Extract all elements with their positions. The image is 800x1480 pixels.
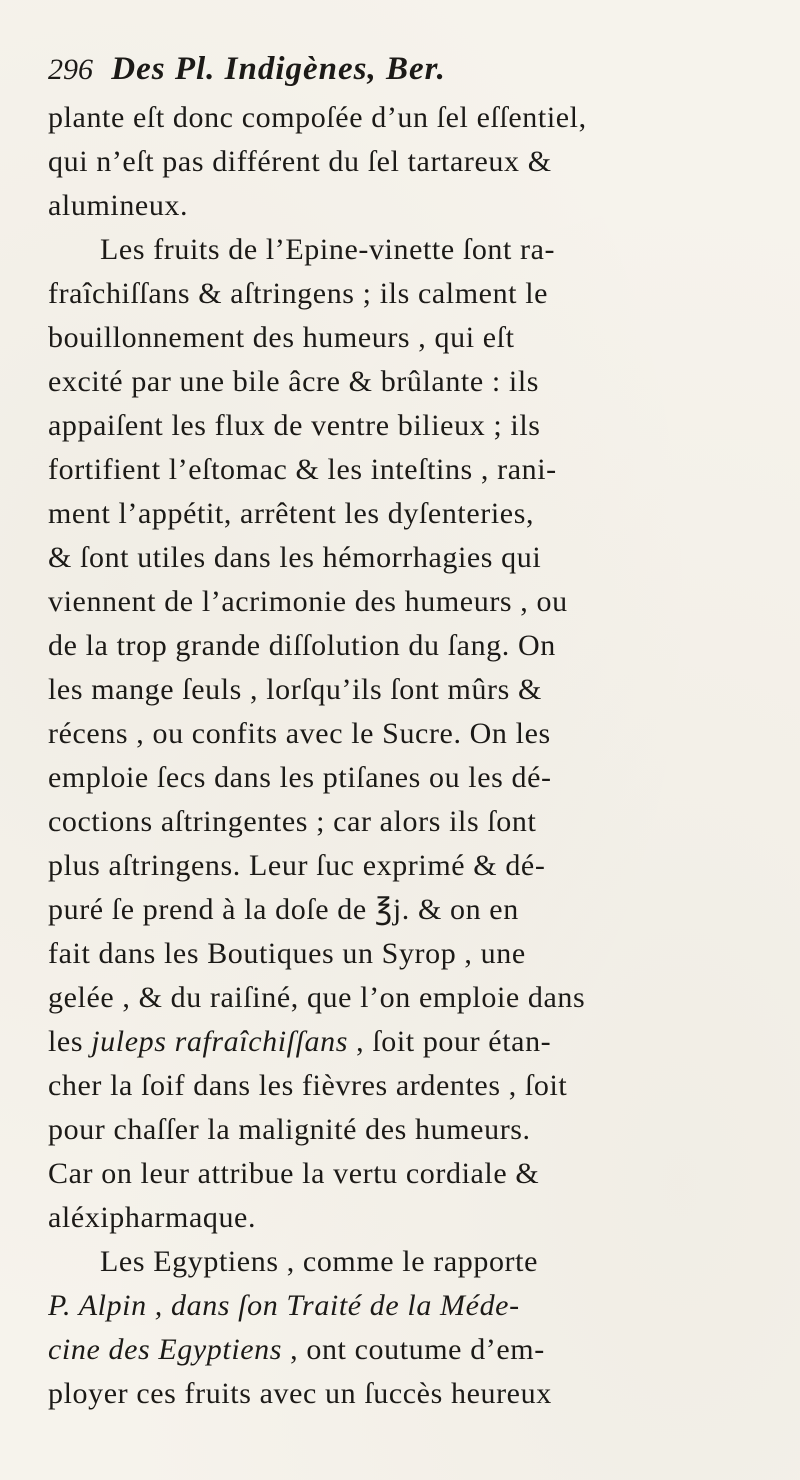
text-segment: bouillonnement des humeurs , qui eſt: [48, 321, 515, 354]
paragraph-start-line: [48, 228, 770, 272]
text-line: [48, 756, 770, 800]
text-segment: Les Egyptiens , comme le rapporte: [100, 1245, 538, 1278]
italic-term: juleps rafraîchiſſans: [91, 1025, 349, 1058]
text-segment: alumineux.: [48, 189, 189, 222]
text-line: [48, 184, 770, 228]
text-segment: plus aſtringens. Leur ſuc exprimé & dé-: [48, 849, 546, 882]
text-segment: fait dans les Boutiques un Syrop , une: [48, 937, 526, 970]
text-line: [48, 932, 770, 976]
text-segment: , ſoit pour étan-: [348, 1025, 552, 1058]
text-line: [48, 1196, 770, 1240]
text-line: [48, 1372, 770, 1416]
text-segment: plante eſt donc compoſée d’un ſel eſſentiel,: [48, 101, 587, 134]
text-line: [48, 492, 770, 536]
page-number: 296: [48, 53, 93, 86]
citation-text: P. Alpin , dans ſon Traité de la Méde-: [48, 1289, 520, 1322]
text-line: [48, 624, 770, 668]
text-segment: excité par une bile âcre & brûlante : ils: [48, 365, 540, 398]
text-line: [48, 976, 770, 1020]
text-line: [48, 888, 770, 932]
text-segment: récens , ou confits avec le Sucre. On les: [48, 717, 551, 750]
text-line: [48, 96, 770, 140]
text-segment: puré ſe prend à la doſe de ℥j. & on en: [48, 893, 519, 926]
text-line: [48, 536, 770, 580]
text-line: [48, 360, 770, 404]
text-line: [48, 140, 770, 184]
text-segment: fortifient l’eſtomac & les inteſtins , rani-: [48, 453, 557, 486]
text-segment: pour chaſſer la malignité des humeurs.: [48, 1113, 531, 1146]
text-line: [48, 1108, 770, 1152]
text-line: [48, 844, 770, 888]
text-line: [48, 668, 770, 712]
text-line: [48, 404, 770, 448]
paragraph-start-line: [48, 1240, 770, 1284]
text-line: [48, 1328, 770, 1372]
body-text: [48, 96, 770, 1416]
text-line: [48, 316, 770, 360]
text-line: [48, 1064, 770, 1108]
text-segment: les: [48, 1025, 92, 1058]
text-line: [48, 272, 770, 316]
citation-line: [48, 1284, 770, 1328]
text-line: [48, 712, 770, 756]
text-line: [48, 1152, 770, 1196]
text-segment: Car on leur attribue la vertu cordiale &: [48, 1157, 540, 1190]
text-segment: ment l’appétit, arrêtent les dyſenteries,: [48, 497, 535, 530]
text-segment: cher la ſoif dans les fièvres ardentes , ſoit: [48, 1069, 568, 1102]
text-segment: fraîchiſſans & aſtringens ; ils calment le: [48, 277, 549, 310]
text-line: [48, 800, 770, 844]
text-segment: viennent de l’acrimonie des humeurs , ou: [48, 585, 568, 618]
text-segment: Les fruits de l’Epine-vinette ſont ra-: [100, 233, 556, 266]
text-segment: qui n’eſt pas différent du ſel tartareux &: [48, 145, 552, 178]
running-head: [48, 44, 768, 94]
text-segment: ployer ces fruits avec un ſuccès heureux: [48, 1377, 552, 1410]
text-segment: les mange ſeuls , lorſqu’ils ſont mûrs &: [48, 673, 542, 706]
text-segment: appaiſent les flux de ventre bilieux ; ils: [48, 409, 541, 442]
text-line: [48, 1020, 770, 1064]
text-segment: aléxipharmaque.: [48, 1201, 257, 1234]
text-segment: , ont coutume d’em-: [282, 1333, 545, 1366]
text-segment: coctions aſtringentes ; car alors ils ſont: [48, 805, 537, 838]
text-segment: de la trop grande diſſolution du ſang. On: [48, 629, 556, 662]
text-segment: & ſont utiles dans les hémorrhagies qui: [48, 541, 542, 574]
text-segment: emploie ſecs dans les ptiſanes ou les dé-: [48, 761, 552, 794]
text-line: [48, 448, 770, 492]
text-segment: gelée , & du raiſiné, que l’on emploie dans: [48, 981, 586, 1014]
text-line: [48, 580, 770, 624]
citation-text: cine des Egyptiens: [48, 1333, 283, 1366]
running-title: Des Pl. Indigènes, Ber.: [111, 51, 446, 87]
